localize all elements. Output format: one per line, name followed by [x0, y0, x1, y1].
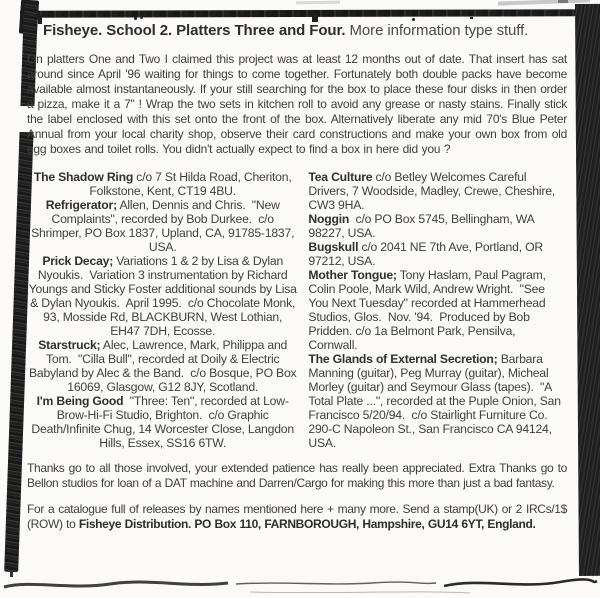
artist-name: Mother Tongue; [308, 268, 397, 282]
artist-name: Bugskull [308, 240, 359, 254]
artist-name: Prick Decay; [42, 254, 114, 268]
credit-details: Variations 1 & 2 by Lisa & Dylan Nyoukis. Variation 3 instrumentation by Richard Youngs and Sticky Foster additional sounds by Lisa & Dylan Nyoukis. April 1995. c/o Chocolate Monk, 93, Mosside Rd, BLACKBURN, West Lothian, EH47 7DH, Ecosse. [28, 254, 300, 338]
scan-mark [312, 14, 318, 22]
title-main: Fisheye. School 2. Platters Three and Four. [43, 22, 346, 39]
credit-entry-prick-decay [27, 254, 298, 338]
scan-mark [470, 17, 473, 19]
artist-name: I'm Being Good [36, 394, 124, 408]
credit-entry-noggin [308, 212, 567, 240]
credit-details: Alec, Lawrence, Mark, Philippa and Tom. "Cilla Bull", recorded at Doily & Electric Babyland by Alec & the Band. c/o Bosque, PO Box 16069, Glasgow, G12 8JY, Scotland. [28, 338, 300, 394]
scan-smudge [558, 0, 568, 3]
artist-name: Starstruck; [38, 338, 101, 352]
credit-details: c/o Betley Welcomes Careful Drivers, 7 Woodside, Madley, Crewe, Cheshire, CW3 9HA. [308, 170, 559, 212]
credit-entry-mother-tongue [308, 268, 567, 352]
scan-edge-right [575, 4, 600, 576]
footer [27, 461, 567, 532]
credit-entry-refrigerator [27, 198, 298, 254]
scan-smudge [296, 1, 340, 5]
credit-entry-tea-culture [308, 170, 567, 212]
credit-entry-im-being-good [27, 394, 298, 450]
credit-details: Tony Haslam, Paul Pagram, Colin Poole, Mark Wild, Andrew Wright. "See You Next Tuesday" recorded at Hammerhead Studios, Glos. Nov. '94. Produced by Bob Pridden. c/o 1a Belmont Park, Pensilva, Cornwall. [308, 268, 549, 352]
credit-entry-starstruck [27, 338, 298, 394]
catalogue-paragraph [27, 502, 567, 532]
thanks-paragraph: Thanks go to all those involved, your extended patience has really been appreciated. Extra Thanks go to Bellon studios for loan of a DAT machine and Darren/Cargo for making this more than just a bad fantasy. [27, 461, 567, 490]
scan-squiggle-bottom [0, 574, 600, 598]
intro-paragraph: On platters One and Two I claimed this project was at least 12 months out of date. That insert has sat around since April '96 waiting for things to come together. Fortunately both double packs have become available almost instantaneously. If your still searching for the box to place these four disks in then order a pizza, make it a 7" ! Wrap the two sets in kitchen roll to avoid any grease or nasty stains. Finally stick the label enclosed with this set onto the front of the box. Alternatively liberate any mid 70's Blue Peter Annual from your local charity shop, observe their card constructions and make your own box from old egg boxes and toilet rolls. You didn't actually expect to find a box in here did you ? [27, 52, 567, 156]
credit-details: Allen, Dennis and Chris. "New Complaints", recorded by Bob Durkee. c/o Shrimper, PO Box 1837, Upland, CA, 91785-1837, USA. [31, 198, 298, 254]
credits-columns [27, 170, 567, 450]
scan-edge-top [20, 9, 584, 17]
credit-details: c/o 2041 NE 7th Ave, Portland, OR 97212, USA. [308, 240, 547, 268]
credit-details: "Three: Ten", recorded at Low-Brow-Hi-Fi Studio, Brighton. c/o Graphic Death/Infinite Chug, 14 Worcester Close, Langdon Hills, Essex, SS16 6TW. [31, 394, 298, 450]
scan-mark [134, 17, 137, 20]
credits-right-column [302, 170, 567, 450]
artist-name: Tea Culture [308, 170, 373, 184]
artist-name: Refrigerator; [45, 198, 117, 212]
catalogue-text: For a catalogue full of releases by names mentioned here + many more. Send a stamp(UK) or 2 IRCs/1$ (ROW) to [27, 502, 567, 531]
credit-details: Barbara Manning (guitar), Peg Murray (guitar), Micheal Morley (guitar) and Seymour Glass (tapes). "A Total Plate ...", recorded at the Puple Onion, San Francisco 5/20/94. c/o Stairlight Furniture Co. 290-C Napoleon St., San Francisco CA 94124, USA. [308, 352, 565, 450]
insert-content [27, 22, 567, 543]
page-title [43, 22, 567, 39]
catalogue-address: Fisheye Distribution. PO Box 110, FARNBOROUGH, Hampshire, GU14 6YT, England. [78, 517, 536, 531]
credit-entry-glands-of-external-secretion [308, 352, 567, 450]
credits-left-column [27, 170, 302, 450]
scan-mark [412, 18, 415, 21]
credit-details: c/o 7 St Hilda Road, Cheriton, Folkstone, Kent, CT19 4BU. [89, 170, 295, 198]
credit-details: c/o PO Box 5745, Bellingham, WA 98227, USA. [308, 212, 538, 240]
credit-entry-the-shadow-ring [27, 170, 298, 198]
artist-name: Noggin [308, 212, 350, 226]
artist-name: The Glands of External Secretion; [308, 352, 498, 366]
artist-name: The Shadow Ring [33, 170, 134, 184]
title-sub: More information type stuff. [345, 22, 529, 39]
credit-entry-bugskull [308, 240, 567, 268]
